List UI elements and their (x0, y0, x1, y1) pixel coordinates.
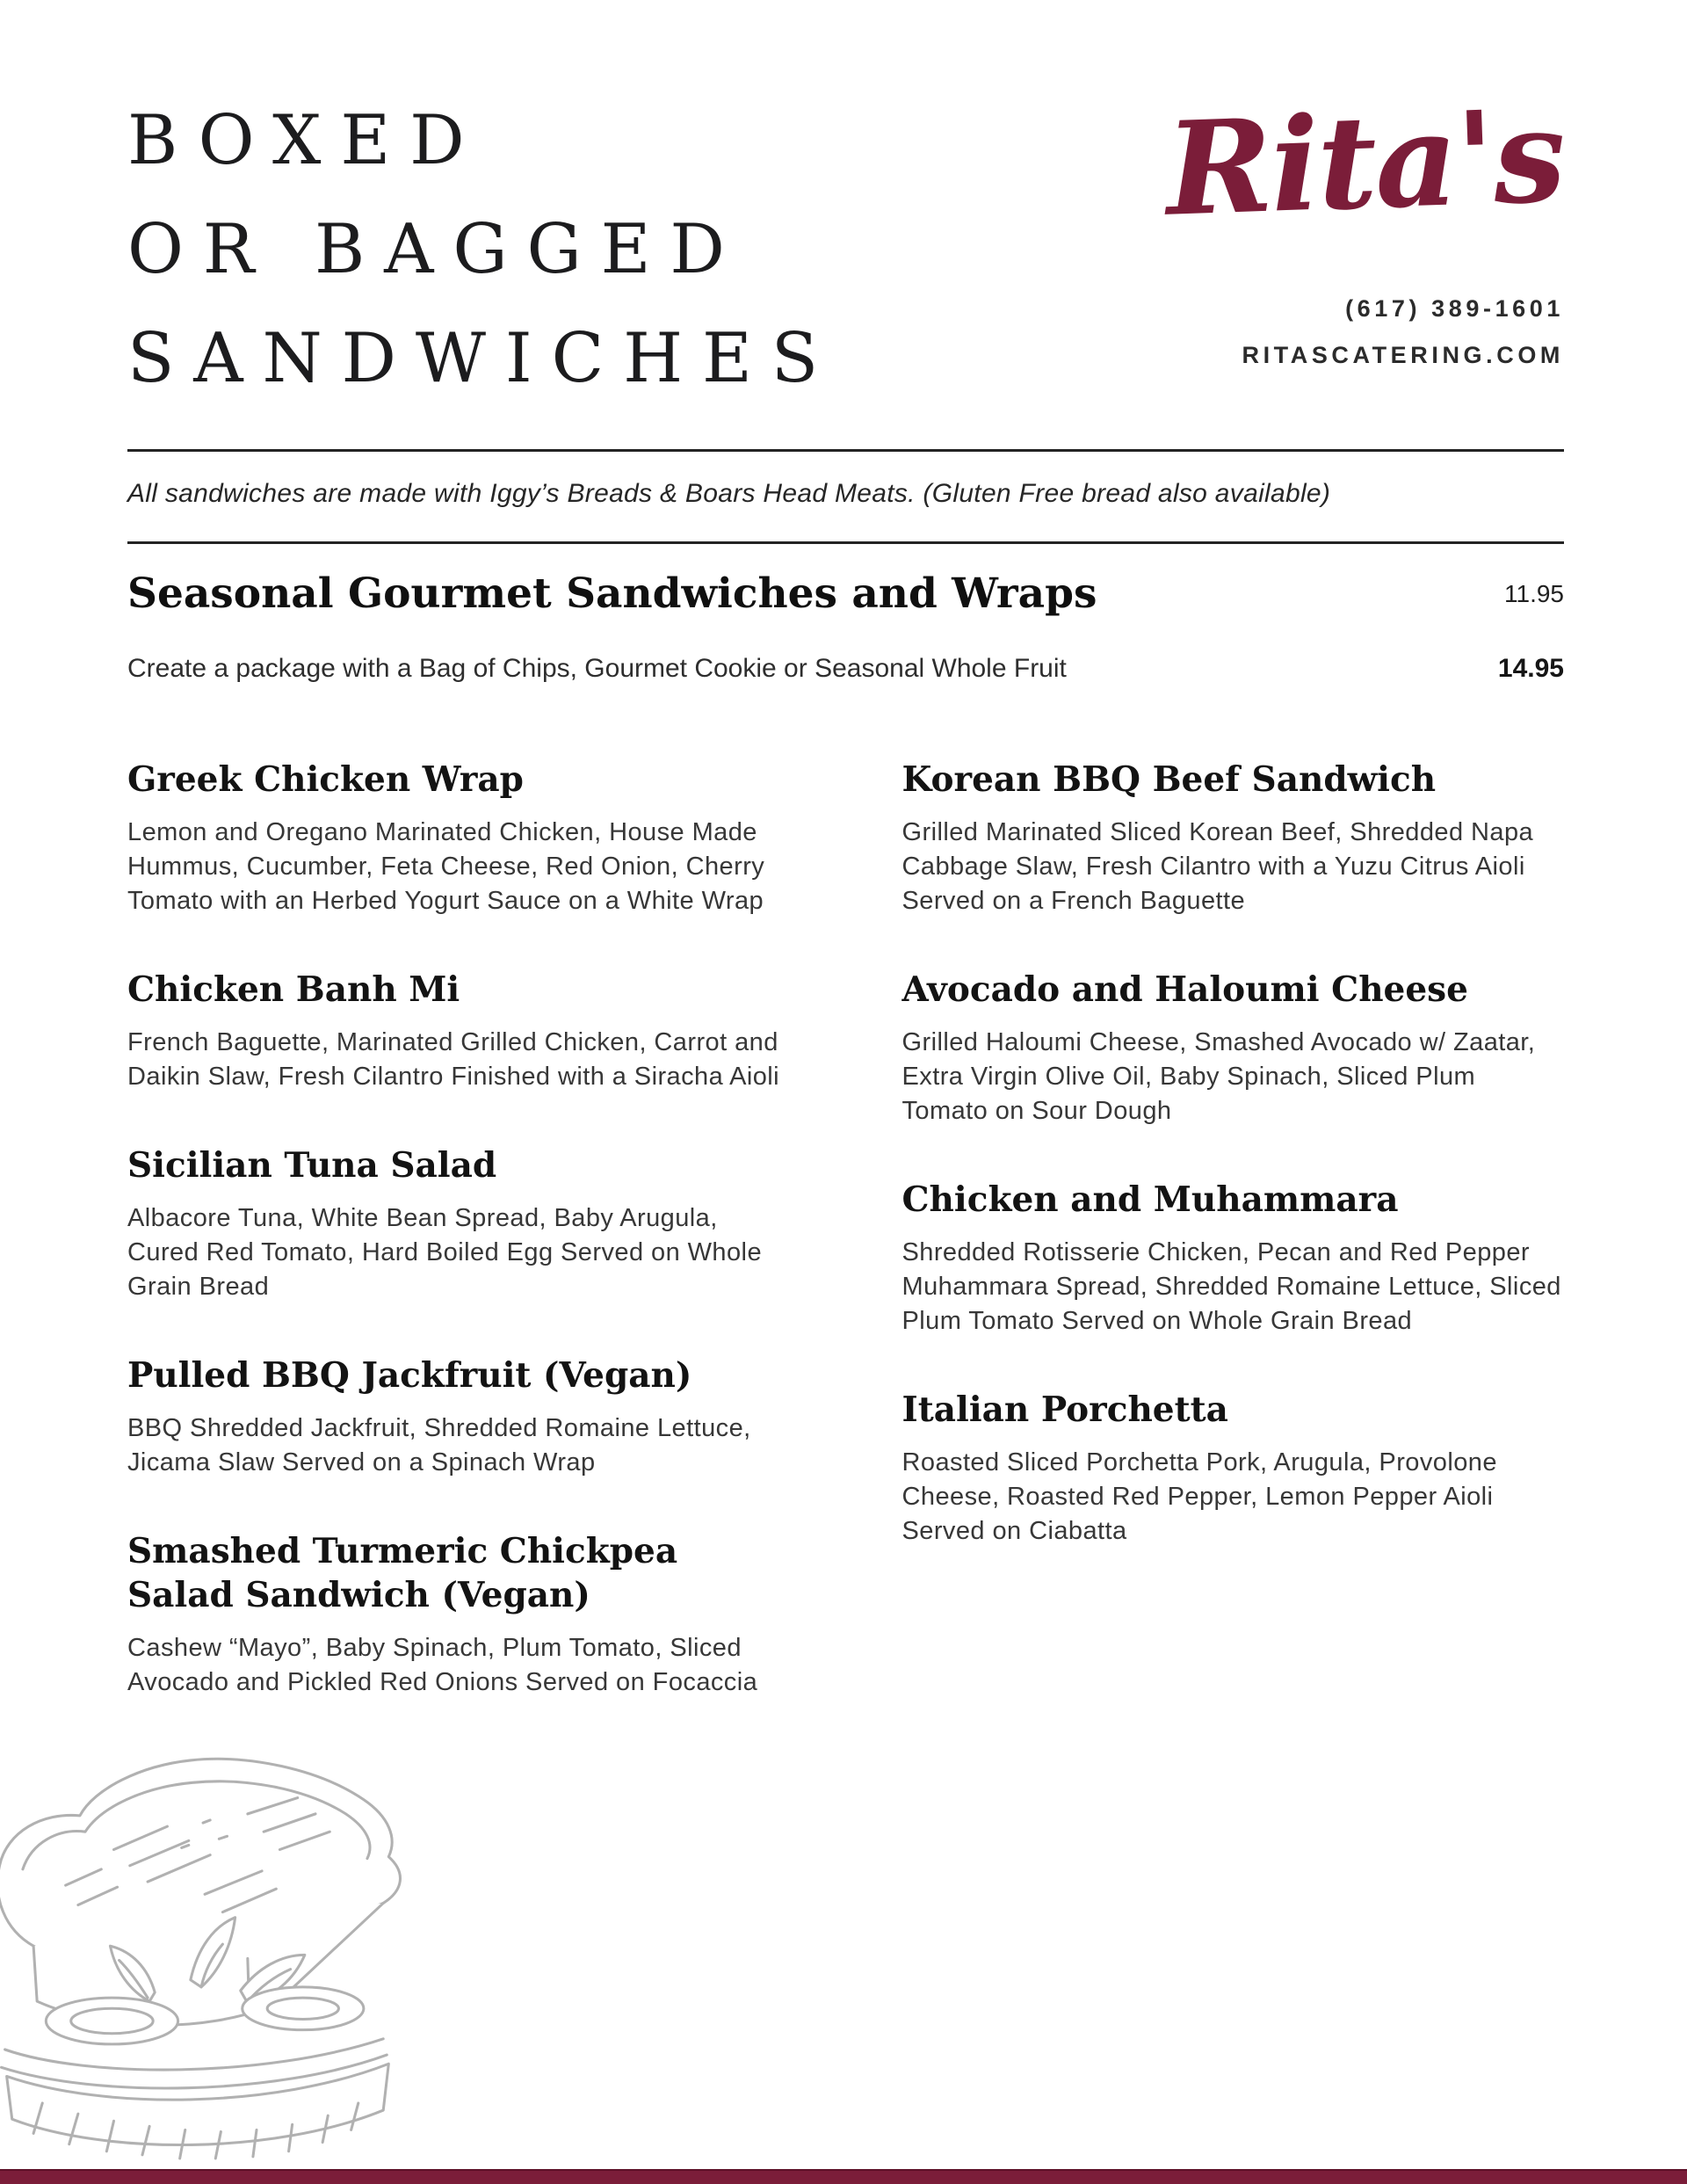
item-name: Pulled BBQ Jackfruit (Vegan) (127, 1355, 692, 1396)
item-description: Grilled Haloumi Cheese, Smashed Avocado w/ Zaatar, Extra Virgin Olive Oil, Baby Spinach, Sliced Plum Tomato on Sour Dough (901, 1028, 1536, 1125)
menu-item (902, 1178, 1565, 1339)
item-description: Cashew “Mayo”, Baby Spinach, Plum Tomato, Sliced Avocado and Pickled Red Onions Served on Focaccia (127, 1634, 758, 1696)
page-title (127, 86, 837, 413)
package-description: Create a package with a Bag of Chips, Gourmet Cookie or Seasonal Whole Fruit (127, 654, 1067, 683)
phone-number: (617) 389-1601 (1345, 295, 1564, 322)
menu-note: All sandwiches are made with Iggy’s Breads & Boars Head Meats. (Gluten Free bread also available) (127, 479, 1331, 508)
item-name: Italian Porchetta (901, 1389, 1228, 1430)
sandwich-sketch-icon (0, 1707, 424, 2164)
page-title-line-3: SANDWICHES (127, 319, 838, 398)
item-description: French Baguette, Marinated Grilled Chicken, Carrot and Daikin Slaw, Fresh Cilantro Finished with a Siracha Aioli (127, 1028, 780, 1091)
page-title-line-1: BOXED (127, 101, 484, 180)
item-description: Shredded Rotisserie Chicken, Pecan and Red Pepper Muhammara Spread, Shredded Romaine Lettuce, Sliced Plum Tomato Served on Whole Grain Bread (901, 1238, 1561, 1335)
section-heading: Seasonal Gourmet Sandwiches and Wraps (127, 570, 1097, 618)
menu-item (902, 758, 1565, 918)
item-description: Albacore Tuna, White Bean Spread, Baby Arugula, Cured Red Tomato, Hard Boiled Egg Served on Whole Grain Bread (127, 1204, 763, 1301)
menu-item (127, 968, 790, 1094)
price-package: 14.95 (1497, 654, 1564, 683)
divider-bottom (127, 541, 1564, 544)
item-name: Chicken Banh Mi (127, 969, 460, 1010)
menu-item (127, 1529, 790, 1700)
item-name: Greek Chicken Wrap (127, 759, 524, 800)
menu-column-left (127, 758, 790, 1749)
menu-column-right (902, 758, 1565, 1598)
brand-block (1163, 69, 1567, 368)
price-single: 11.95 (1504, 580, 1564, 607)
item-description: BBQ Shredded Jackfruit, Shredded Romaine Lettuce, Jicama Slaw Served on a Spinach Wrap (127, 1414, 751, 1477)
website-url: RITASCATERING.COM (1242, 342, 1564, 368)
package-row (127, 654, 1564, 684)
menu-item (127, 758, 790, 918)
menu-item (902, 968, 1565, 1128)
divider-top (127, 449, 1564, 452)
item-description: Roasted Sliced Porchetta Pork, Arugula, Provolone Cheese, Roasted Red Pepper, Lemon Pepper Aioli Served on Ciabatta (901, 1448, 1497, 1545)
ritas-logo: Rita's (1163, 81, 1567, 245)
item-name: Sicilian Tuna Salad (127, 1145, 497, 1186)
page-title-line-2: OR BAGGED (127, 210, 744, 289)
item-name: Smashed Turmeric Chickpea Salad Sandwich (Vegan) (127, 1531, 678, 1615)
menu-item (902, 1388, 1565, 1549)
menu-item (127, 1143, 790, 1304)
section-heading-row (127, 570, 1564, 618)
menu-columns (127, 758, 1564, 1749)
item-description: Lemon and Oregano Marinated Chicken, House Made Hummus, Cucumber, Feta Cheese, Red Onion, Cherry Tomato with an Herbed Yogurt Sauce on a White Wrap (127, 818, 765, 915)
item-description: Grilled Marinated Sliced Korean Beef, Shredded Napa Cabbage Slaw, Fresh Cilantro with a Yuzu Citrus Aioli Served on a French Baguette (901, 818, 1534, 915)
item-name: Chicken and Muhammara (901, 1179, 1399, 1220)
menu-item (127, 1353, 790, 1480)
item-name: Avocado and Haloumi Cheese (901, 969, 1468, 1010)
footer-accent-bar (0, 2169, 1687, 2184)
item-name: Korean BBQ Beef Sandwich (901, 759, 1437, 800)
